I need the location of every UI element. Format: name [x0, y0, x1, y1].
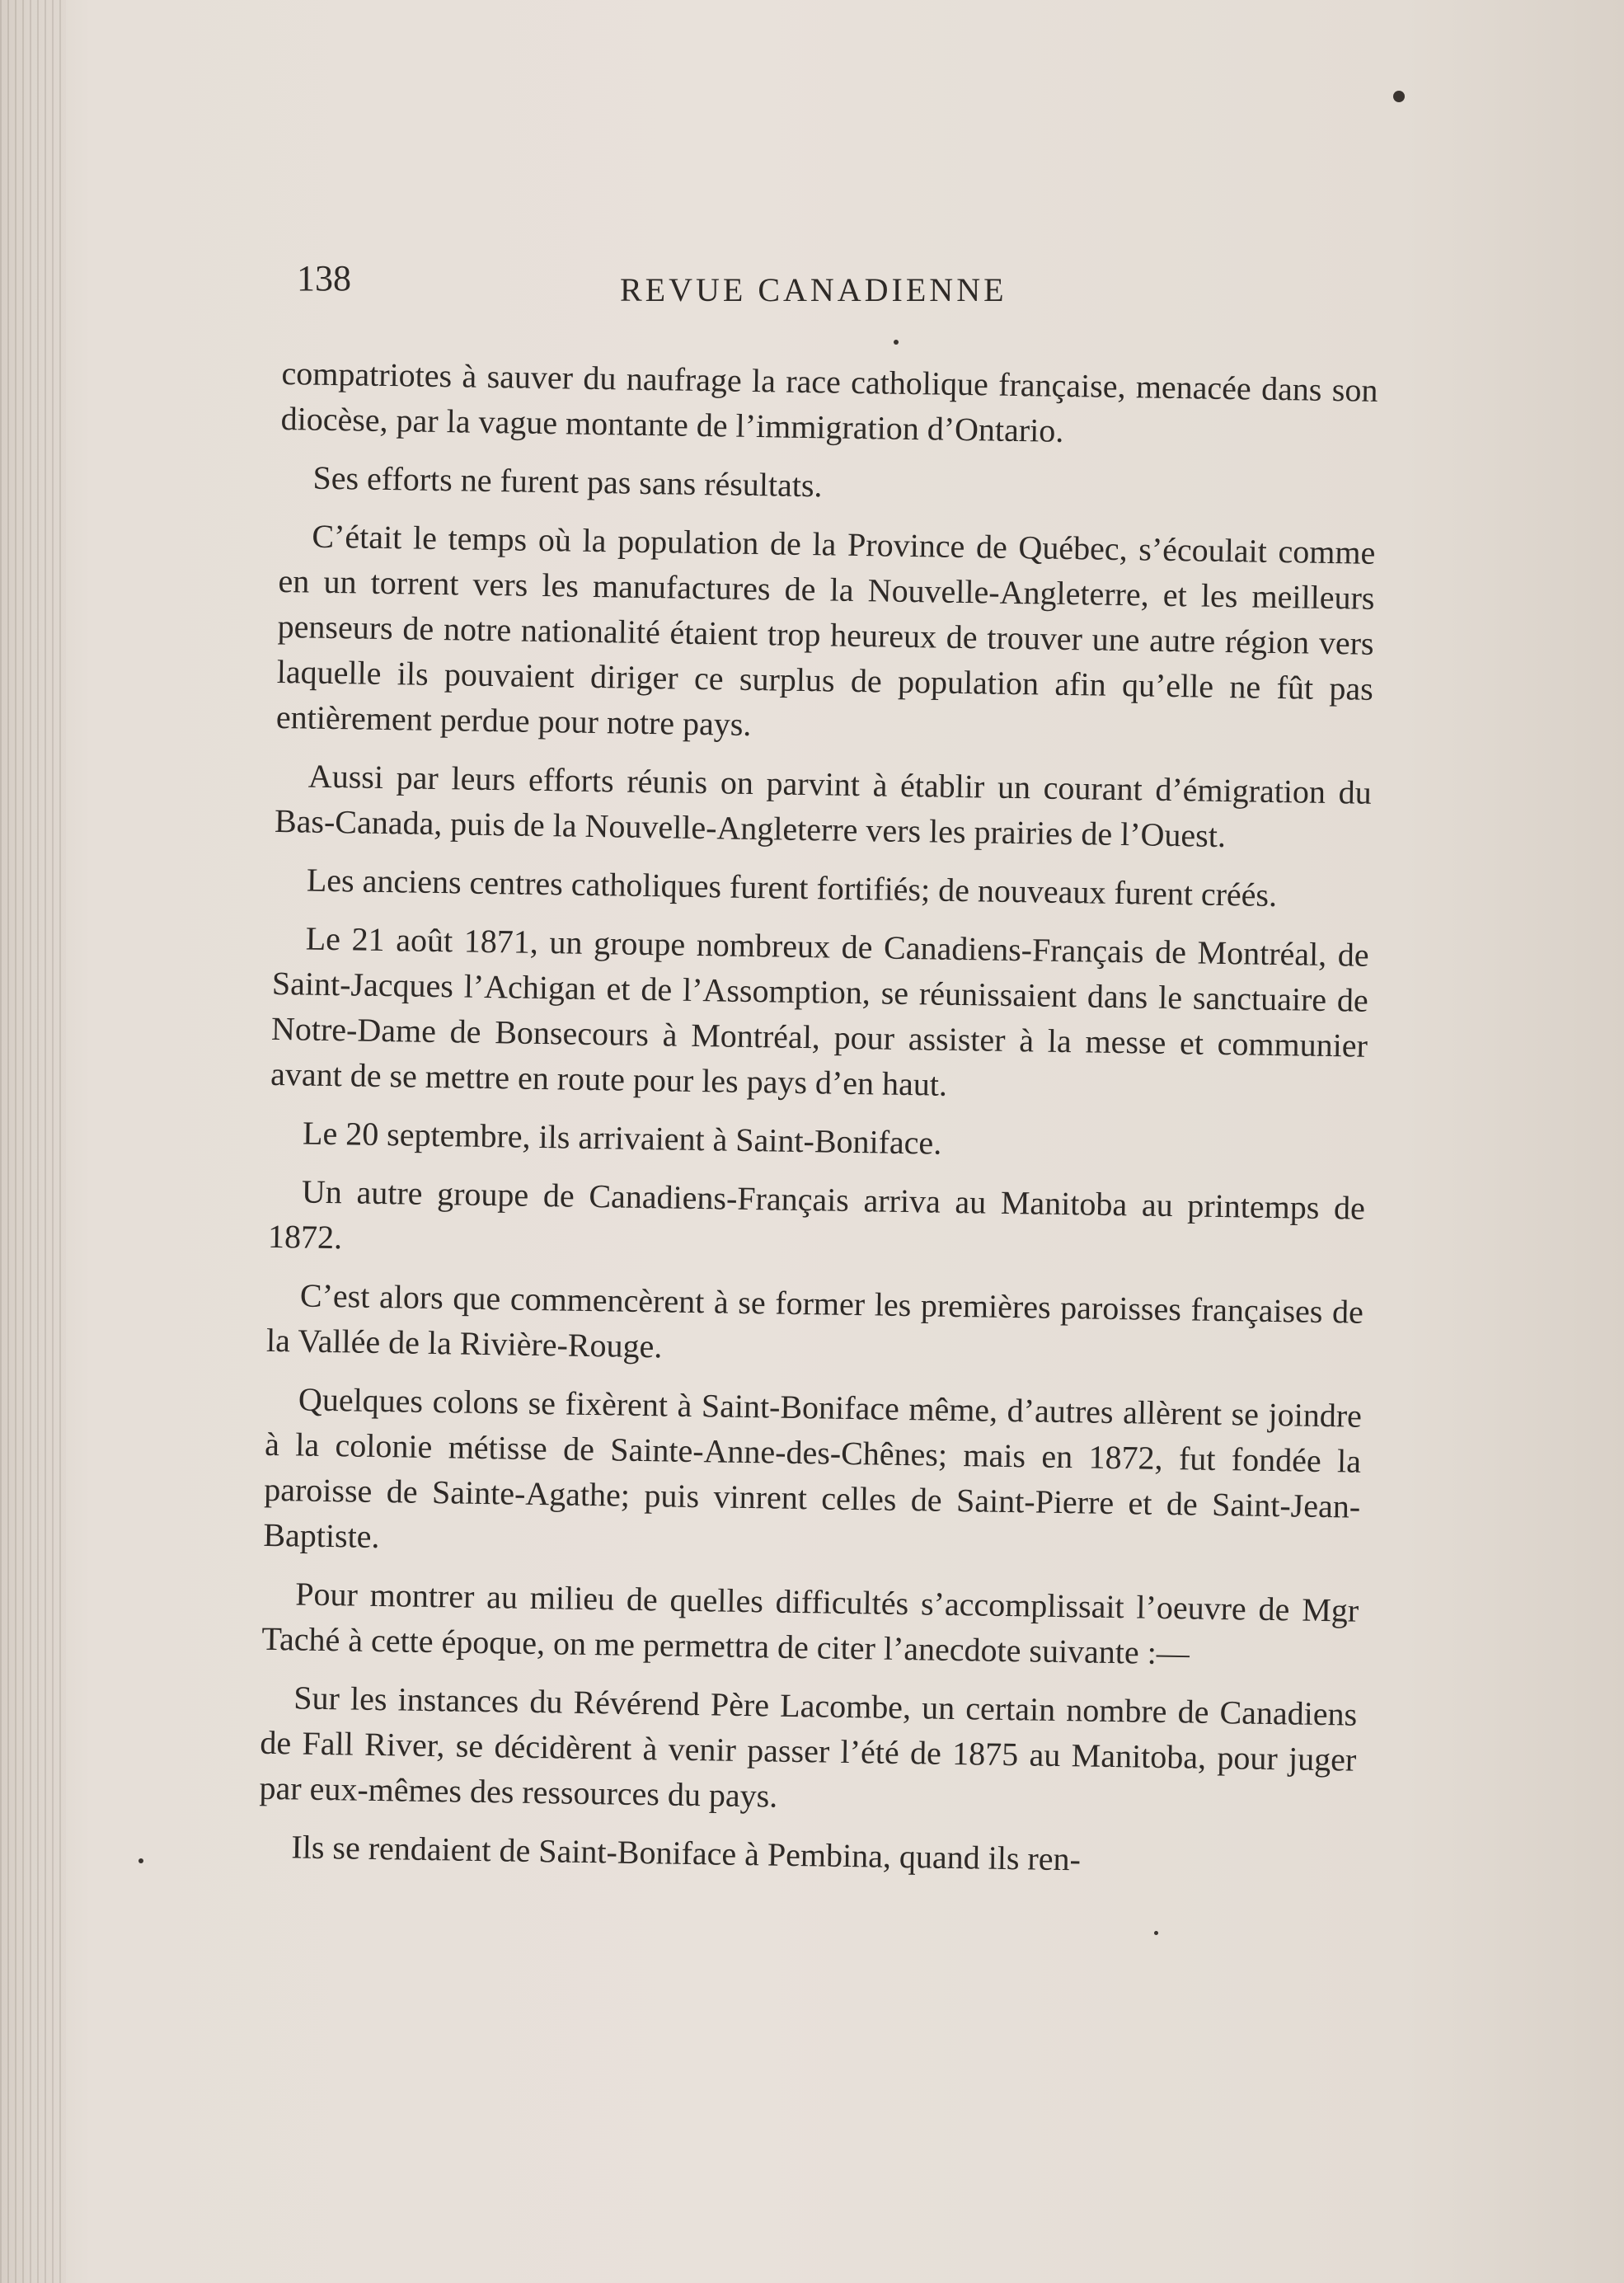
- ink-speck: [894, 340, 899, 345]
- paragraph: compatriotes à sauver du naufrage la race catholique française, menacée dans son diocèse, par la vague montante de l’immigration d’Ontario.: [280, 354, 1378, 449]
- ink-speck: [138, 1858, 143, 1863]
- paragraph: Les anciens centres catholiques furent fortifiés; de nouveaux furent créés.: [306, 861, 1278, 914]
- paragraph: Sur les instances du Révérend Père Lacombe, un certain nombre de Canadiens de Fall River, se décidèrent à venir passer l’été de 1875 au Manitoba, pour juger par eux-mêmes des ressources du pays.: [259, 1679, 1358, 1815]
- paragraph: C’était le temps où la population de la Province de Québec, s’écoulait comme en un torrent vers les manufactures de la Nouvelle-Angleterre, et les meilleurs penseurs de notre nationalité étaient trop heureux de trouver une autre région vers laquelle ils pouvaient diriger ce surplus de population afin qu’elle ne fût pas entièrement perdue pour notre pays.: [275, 517, 1376, 743]
- paragraph: Le 21 août 1871, un groupe nombreux de Canadiens-Français de Montréal, de Saint-Jacques l’Achigan et de l’Assomption, se réunissaient dans le sanctuaire de Notre-Dame de Bonsecours à Montréal, pour assister à la messe et communier avant de se mettre en route pour les pays d’en haut.: [270, 919, 1369, 1103]
- page-header: [297, 257, 1121, 307]
- paragraph: Ses efforts ne furent pas sans résultats.: [312, 458, 823, 505]
- paragraph: Le 20 septembre, ils arrivaient à Saint-Boniface.: [302, 1114, 942, 1162]
- body-text: [258, 350, 1378, 1886]
- paragraph: C’est alors que commencèrent à se former les premières paroisses françaises de la Vallée de la Rivière-Rouge.: [265, 1276, 1364, 1365]
- stacked-page-edges: [0, 0, 66, 2283]
- ink-speck: [1154, 1931, 1158, 1935]
- page-number: 138: [297, 258, 351, 298]
- paragraph: Pour montrer au milieu de quelles difficultés s’accomplissait l’oeuvre de Mgr Taché à cette époque, on me permettra de citer l’anecdote suivante :—: [261, 1575, 1359, 1672]
- paragraph: Quelques colons se fixèrent à Saint-Boniface même, d’autres allèrent se joindre à la colonie métisse de Sainte-Anne-des-Chênes; mais en 1872, fut fondée la paroisse de Sainte-Agathe; puis vinrent celles de Saint-Pierre et de Saint-Jean-Baptiste.: [263, 1380, 1363, 1556]
- running-title: REVUE CANADIENNE: [620, 271, 1007, 308]
- paragraph: Un autre groupe de Canadiens-Français arriva au Manitoba au printemps de 1872.: [267, 1172, 1366, 1257]
- paragraph: Ils se rendaient de Saint-Boniface à Pembina, quand ils ren-: [291, 1828, 1082, 1878]
- paragraph: Aussi par leurs efforts réunis on parvint à établir un courant d’émigration du Bas-Canada, puis de la Nouvelle-Angleterre vers les prairies de l’Ouest.: [274, 757, 1373, 855]
- ink-speck: [1393, 91, 1405, 102]
